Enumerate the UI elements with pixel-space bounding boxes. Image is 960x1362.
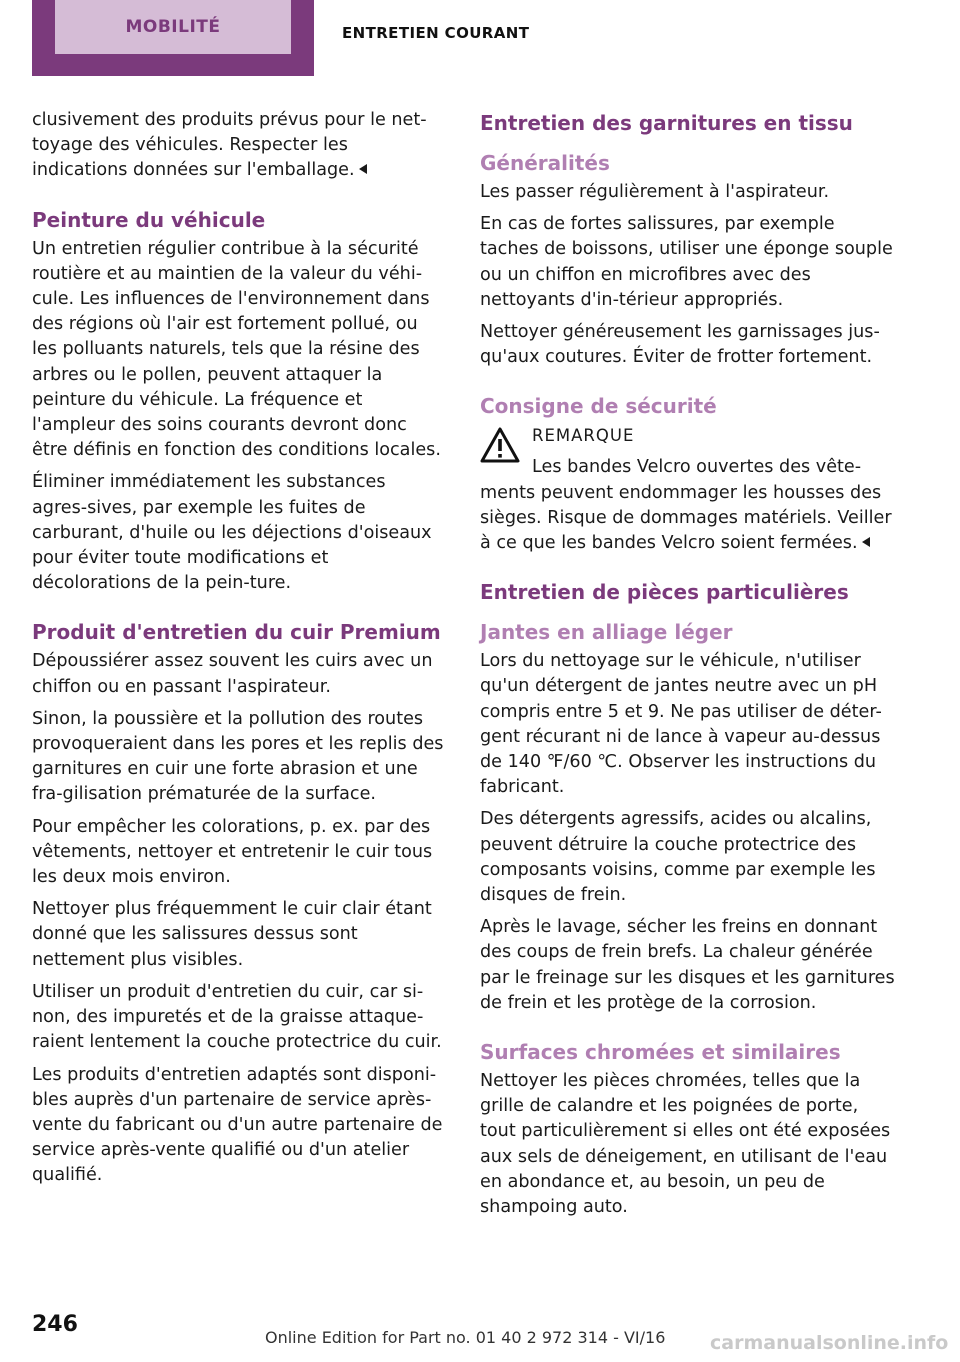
leather-paragraph-2: Sinon, la poussière et la pollution des routes provoqueraient dans les pores et les replis des garnitures en cuir une forte abrasion et une fra-gilisation prématurée de la surface. bbox=[32, 708, 444, 805]
notice-text: Les bandes Velcro ouvertes des vête-ments peuvent endommager les housses des sièges. Risque de dommages matériels. Veiller à ce que les bandes Velcro soient fermées. bbox=[480, 457, 892, 554]
leather-paragraph-4: Nettoyer plus fréquemment le cuir clair étant donné que les salissures dessus sont nettement plus visibles. bbox=[32, 899, 432, 970]
rims-heading: Jantes en alliage léger bbox=[480, 620, 733, 645]
warning-triangle-icon bbox=[480, 427, 520, 463]
rims-paragraph-1: Lors du nettoyage sur le véhicule, n'utiliser qu'un détergent de jantes neutre avec un pH compris entre 5 et 9. Ne pas utiliser de déter-gent récurant ni de lance à vapeur au-dessus de 140 ℉/60 ℃. Observer les instructions du fabricant. bbox=[480, 651, 882, 798]
notice-label: REMARQUE bbox=[532, 426, 635, 446]
leather-heading: Produit d'entretien du cuir Premium bbox=[32, 620, 441, 645]
leather-paragraph-6: Les produits d'entretien adaptés sont disponi-bles auprès d'un partenaire de service après-vente du fabricant ou d'un autre partenaire de service après-vente qualifié ou d'un atelier qualifié. bbox=[32, 1064, 443, 1186]
chrome-paragraph-1: Nettoyer les pièces chromées, telles que la grille de calandre et les poignées de porte, tout particulièrement si elles ont été exposées aux sels de déneigement, en utilisant de l'eau en abondance et, au besoin, un peu de shampoing auto. bbox=[480, 1071, 891, 1218]
section-tab-label: MOBILITÉ bbox=[55, 0, 291, 54]
rims-paragraph-2: Des détergents agressifs, acides ou alcalins, peuvent détruire la couche protectrice des composants voisins, comme par exemple les disques de frein. bbox=[480, 809, 876, 906]
general-heading: Généralités bbox=[480, 151, 610, 175]
end-mark-icon bbox=[359, 164, 367, 174]
section-tab bbox=[32, 0, 314, 76]
leather-paragraph-1: Dépoussiérer assez souvent les cuirs avec un chiffon ou en passant l'aspirateur. bbox=[32, 651, 433, 697]
general-paragraph-3: Nettoyer généreusement les garnissages jus-qu'aux coutures. Éviter de frotter fortement. bbox=[480, 322, 880, 368]
right-column bbox=[480, 108, 898, 1227]
edition-line: Online Edition for Part no. 01 40 2 972 314 - VI/16 bbox=[265, 1328, 666, 1347]
end-mark-icon bbox=[862, 537, 870, 547]
paint-paragraph-2: Éliminer immédiatement les substances agres-sives, par exemple les fuites de carburant, d'huile ou les déjections d'oiseaux pour éviter toute modifications et décolorations de la pein-ture. bbox=[32, 472, 432, 594]
chrome-heading: Surfaces chromées et similaires bbox=[480, 1040, 841, 1065]
left-column bbox=[32, 108, 446, 1196]
fabric-heading: Entretien des garnitures en tissu bbox=[480, 111, 853, 135]
safety-heading: Consigne de sécurité bbox=[480, 394, 717, 419]
site-watermark: carmanualsonline.info bbox=[710, 1332, 949, 1354]
rims-paragraph-3: Après le lavage, sécher les freins en donnant des coups de frein brefs. La chaleur générée par le freinage sur les disques et les garnitures de frein et les protège de la corrosion. bbox=[480, 917, 895, 1013]
leather-paragraph-3: Pour empêcher les colorations, p. ex. par des vêtements, nettoyer et entretenir le cuir tous les deux mois environ. bbox=[32, 816, 433, 888]
paint-paragraph-1: Un entretien régulier contribue à la sécurité routière et au maintien de la valeur du véhi-cule. Les influences de l'environnement dans des régions où l'air est fortement pollué, ou les polluants naturels, tels que la résine des arbres ou le pollen, peuvent attaquer la peinture du véhicule. La fréquence et l'ampleur des soins courants devront donc être définis en fonction des conditions locales. bbox=[32, 238, 441, 461]
intro-paragraph: clusivement des produits prévus pour le net-toyage des véhicules. Respecter les indications données sur l'emballage. bbox=[32, 110, 427, 181]
general-paragraph-2: En cas de fortes salissures, par exemple taches de boissons, utiliser une éponge souple ou un chiffon en microfibres avec des nettoyants d'in-térieur appropriés. bbox=[480, 214, 893, 310]
general-paragraph-1: Les passer régulièrement à l'aspirateur. bbox=[480, 182, 830, 202]
chapter-tab-label: ENTRETIEN COURANT bbox=[342, 24, 530, 42]
parts-heading: Entretien de pièces particulières bbox=[480, 580, 849, 605]
paint-heading: Peinture du véhicule bbox=[32, 207, 266, 232]
page-number: 246 bbox=[32, 1312, 78, 1337]
leather-paragraph-5: Utiliser un produit d'entretien du cuir, car si-non, des impuretés et de la graisse attaque-raient lentement la couche protectrice du cuir. bbox=[32, 981, 442, 1053]
notice-block bbox=[480, 423, 898, 556]
